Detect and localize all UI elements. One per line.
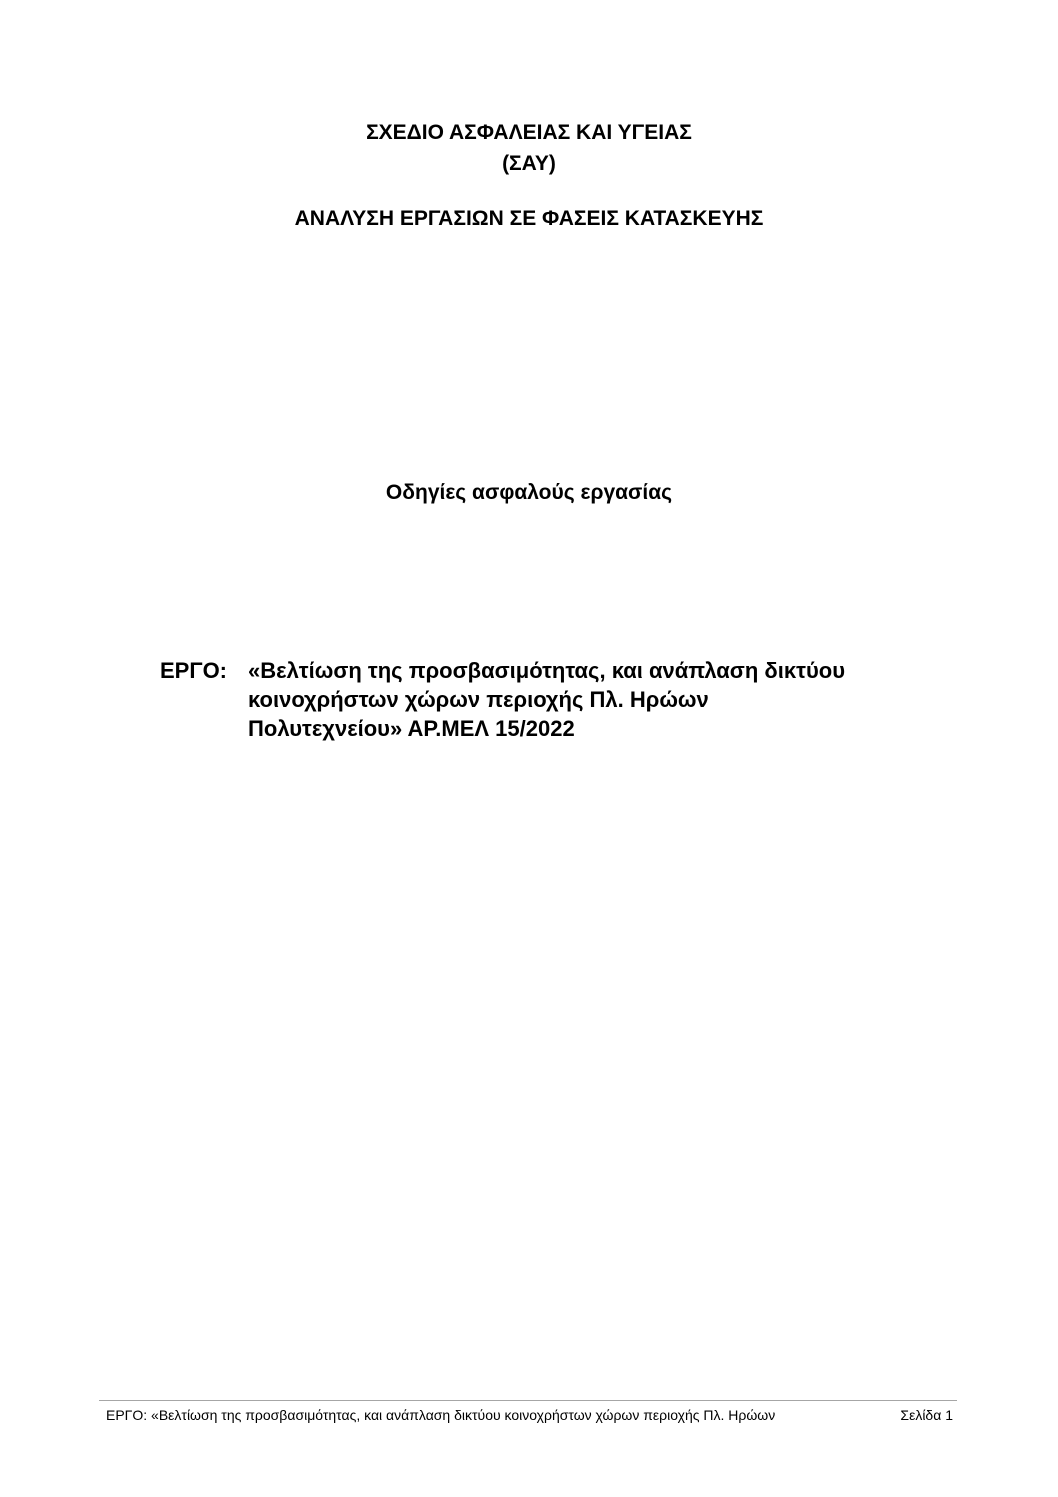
project-line-3: Πολυτεχνείου» ΑΡ.ΜΕΛ 15/2022 [248, 716, 575, 741]
footer-page-number: Σελίδα 1 [900, 1407, 953, 1423]
project-line-2: κοινοχρήστων χώρων περιοχής Πλ. Ηρώων [248, 687, 709, 712]
footer-project-text: ΕΡΓΟ: «Βελτίωση της προσβασιμότητας, και ανάπλαση δικτύου κοινοχρήστων χώρων περιοχής Πλ. Ηρώων [106, 1407, 776, 1423]
project-line-1: «Βελτίωση της προσβασιμότητας, και ανάπλαση δικτύου [248, 658, 845, 683]
project-description [248, 656, 948, 743]
document-subtitle: Οδηγίες ασφαλούς εργασίας [385, 481, 673, 504]
footer-divider [99, 1400, 957, 1401]
document-title-abbreviation: (ΣΑΥ) [502, 152, 556, 175]
document-title: ΣΧΕΔΙΟ ΑΣΦΑΛΕΙΑΣ ΚΑΙ ΥΓΕΙΑΣ [366, 121, 692, 144]
document-heading: ΑΝΑΛΥΣΗ ΕΡΓΑΣΙΩΝ ΣΕ ΦΑΣΕΙΣ ΚΑΤΑΣΚΕΥΗΣ [294, 207, 764, 230]
project-label: ΕΡΓΟ: [160, 658, 228, 683]
